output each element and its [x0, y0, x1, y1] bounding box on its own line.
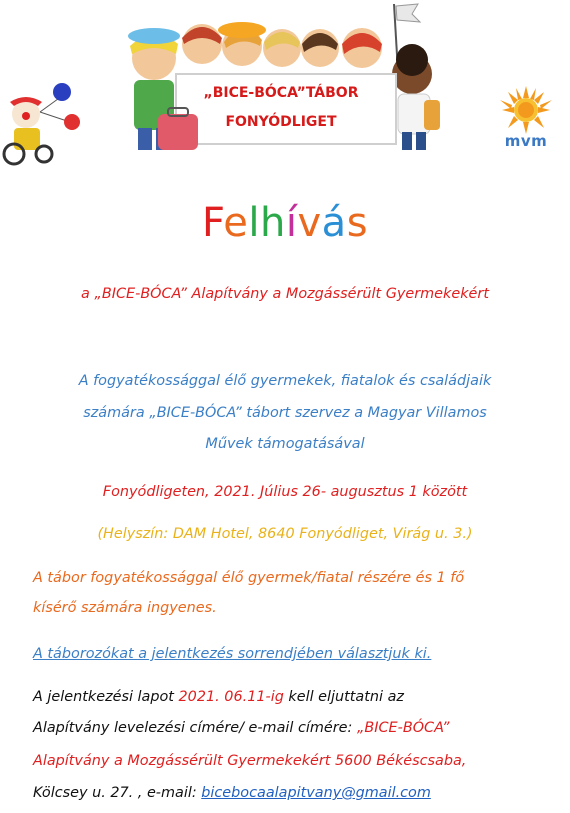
application-text-cont: kell eljuttatni az	[283, 689, 404, 705]
address-label: Alapítvány levelezési címére/ e-mail címére:	[33, 720, 357, 736]
free-notice-line-1: A tábor fogyatékossággal élő gyermek/fiatal részére és 1 fő	[33, 570, 465, 586]
selection-notice: A táborozókat a jelentkezés sorrendjében választjuk ki.	[33, 646, 432, 662]
title-letter: l	[248, 200, 261, 246]
application-line-2	[33, 718, 537, 738]
title-letter: í	[285, 200, 298, 246]
organization-name: „BICE-BÓCA”	[356, 720, 450, 736]
application-line-3: Alapítvány a Mozgássérült Gyermekekért 5600 Békéscsaba,	[33, 753, 467, 769]
intro-line-2: számára „BICE-BÓCA” tábort szervez a Magyar Villamos	[83, 405, 487, 421]
application-line-1	[33, 687, 537, 707]
camp-location: (Helyszín: DAM Hotel, 8640 Fonyódliget, Virág u. 3.)	[97, 526, 473, 542]
title-letter: v	[297, 200, 322, 246]
title-letter: s	[346, 200, 369, 246]
application-text: A jelentkezési lapot	[33, 689, 179, 705]
mvm-sun-logo	[494, 86, 558, 156]
page-title	[0, 200, 570, 246]
intro-line-3: Művek támogatásával	[205, 436, 365, 452]
free-notice-line-2: kísérő számára ingyenes.	[33, 600, 217, 616]
foundation-name: a „BICE-BÓCA” Alapítvány a Mozgássérült Gyermekekért	[81, 286, 489, 302]
mvm-logo-text: mvm	[504, 132, 548, 150]
camp-dates: Fonyódligeten, 2021. Július 26- augusztus 1 között	[102, 484, 468, 500]
email-link[interactable]: bicebocaalapitvany@gmail.com	[201, 785, 431, 801]
title-letter: e	[223, 200, 249, 246]
sun-icon	[494, 86, 558, 134]
title-letter: F	[201, 200, 224, 246]
clown-balloons-illustration	[0, 82, 82, 166]
sign-location: FONYÓDLIGET	[225, 114, 337, 130]
address-street: Kölcsey u. 27. , e-mail:	[33, 785, 202, 801]
title-letter: h	[260, 200, 286, 246]
application-deadline: 2021. 06.11-ig	[178, 689, 284, 705]
sign-title: „BICE-BÓCA”TÁBOR	[203, 85, 359, 101]
intro-line-1: A fogyatékossággal élő gyermekek, fiatalok és családjaik	[78, 373, 492, 389]
title-letter: á	[321, 200, 347, 246]
application-line-4	[33, 783, 537, 803]
